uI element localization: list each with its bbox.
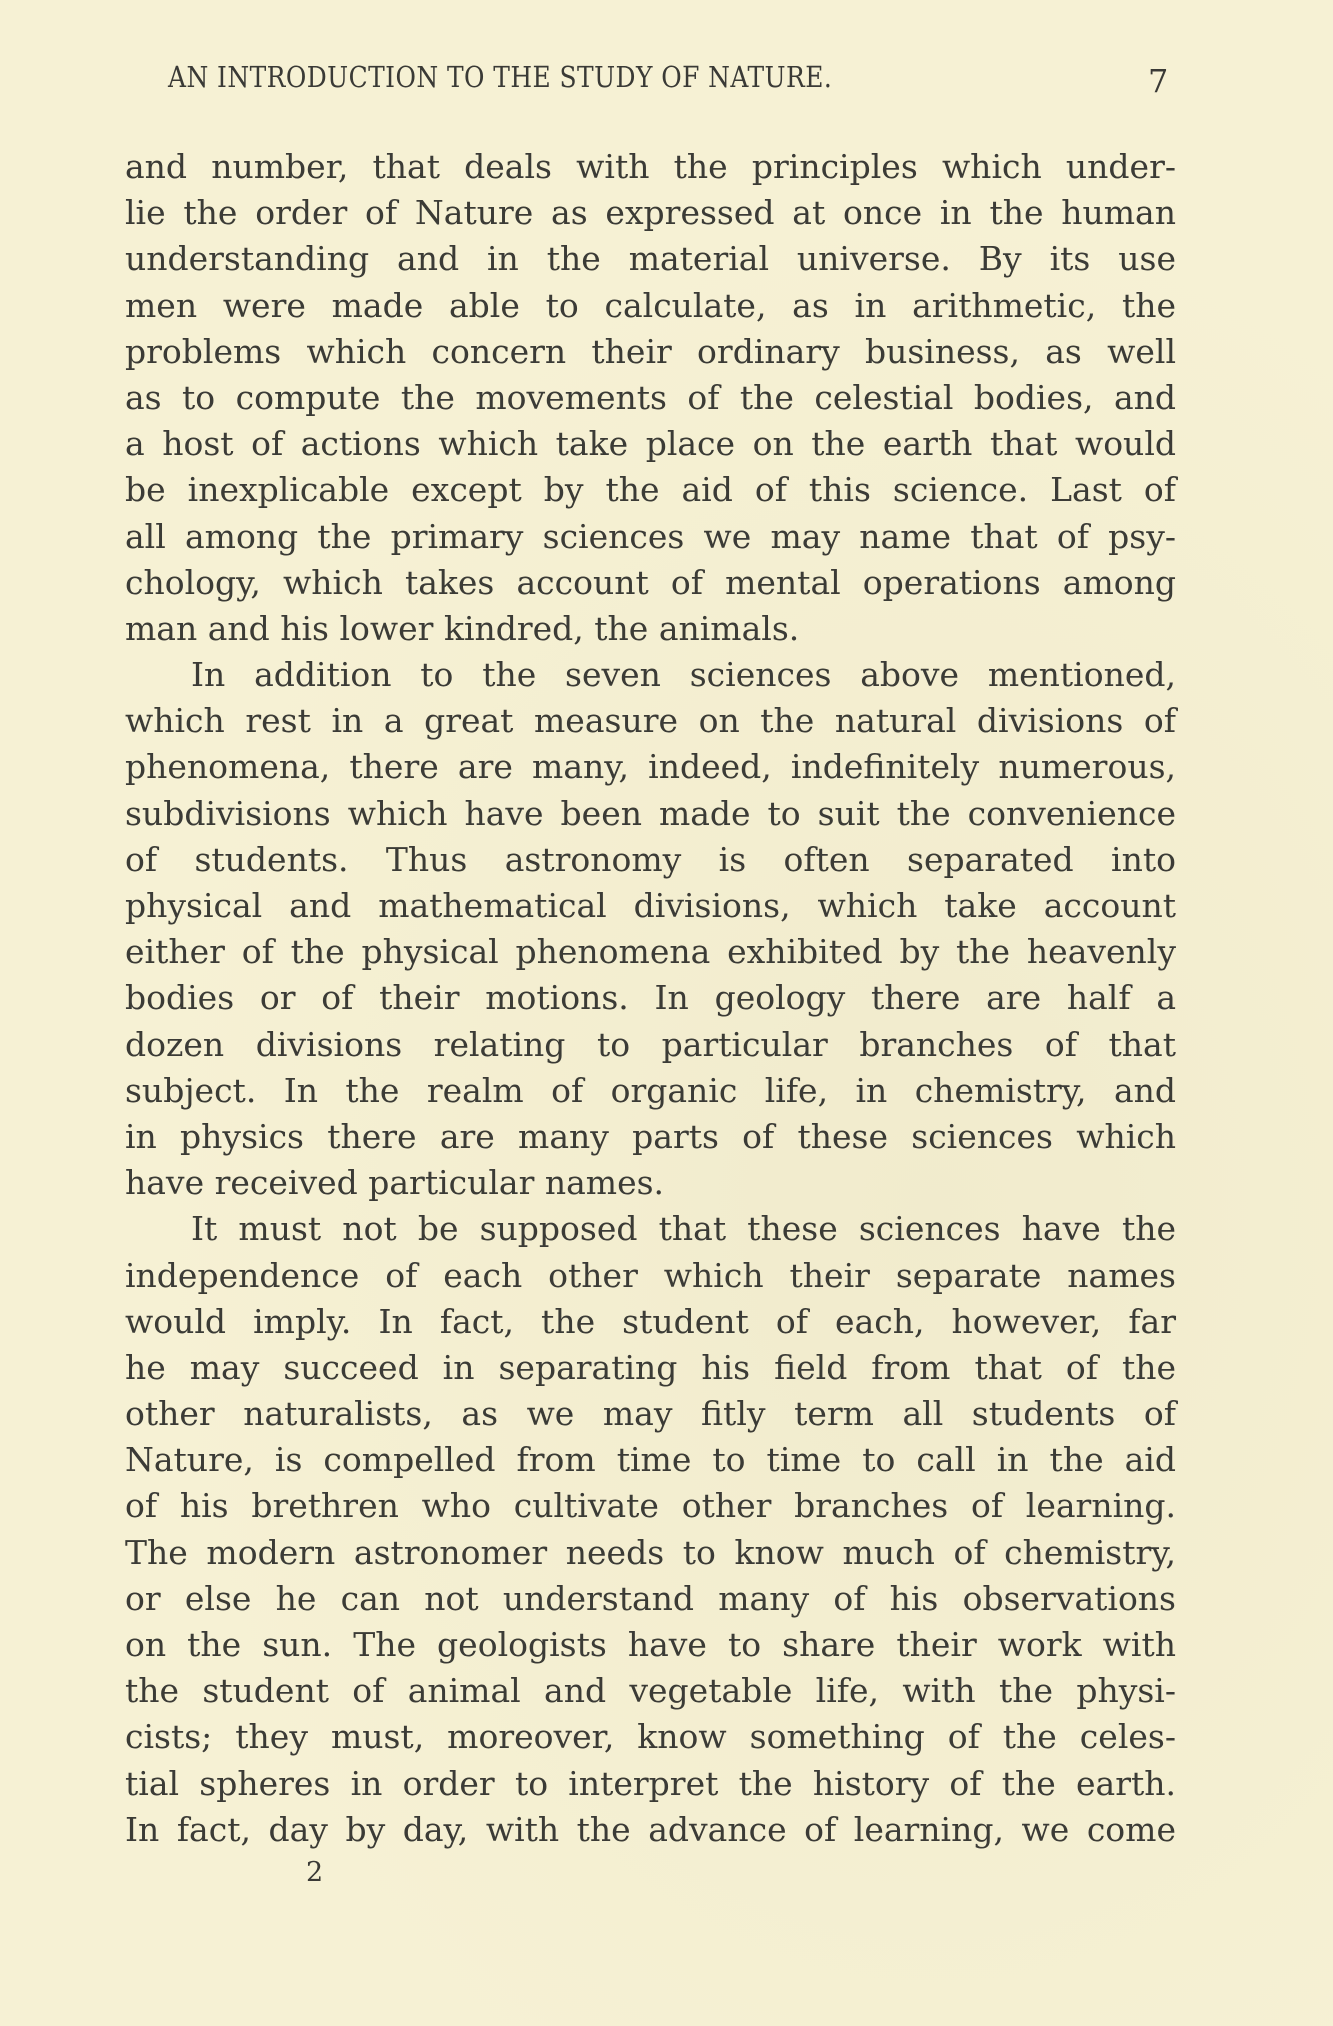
text-line: independence of each other which their separate names (125, 1255, 1176, 1295)
page-number: 7 (1148, 62, 1169, 100)
text-line: physical and mathematical divisions, which take account (125, 886, 1176, 925)
text-line: Nature, is compelled from time to time to call in the aid (125, 1440, 1176, 1480)
text-line: subdivisions which have been made to suit the convenience (125, 793, 1176, 833)
signature-mark: 2 (306, 1857, 324, 1888)
text-line: of students. Thus astronomy is often separated into (125, 839, 1176, 879)
text-line: or else he can not understand many of his observations (125, 1578, 1176, 1618)
text-line: tial spheres in order to interpret the history of the earth. (125, 1763, 1176, 1803)
text-line: lie the order of Nature as expressed at once in the human (125, 193, 1176, 233)
text-line: as to compute the movements of the celestial bodies, and (125, 377, 1176, 417)
text-line: on the sun. The geologists have to share their work with (125, 1625, 1176, 1664)
text-line: men were made able to calculate, as in arithmetic, the (125, 285, 1176, 325)
text-line: other naturalists, as we may fitly term all students of (125, 1394, 1176, 1434)
running-head-title: AN INTRODUCTION TO THE STUDY OF NATURE. (168, 60, 833, 94)
text-line: It must not be supposed that these sciences have the (191, 1209, 1176, 1249)
text-line: either of the physical phenomena exhibited by the heavenly (125, 932, 1176, 972)
text-line: the student of animal and vegetable life, with the physi- (125, 1671, 1176, 1711)
text-line: he may succeed in separating his field from that of the (125, 1347, 1176, 1387)
text-line: bodies or of their motions. In geology there are half a (125, 978, 1176, 1018)
text-line: In addition to the seven sciences above mentioned, (191, 655, 1176, 695)
text-line: in physics there are many parts of these sciences which (125, 1116, 1176, 1156)
body-text (125, 144, 1176, 1853)
text-line: would imply. In fact, the student of each, however, far (125, 1301, 1176, 1341)
text-line: a host of actions which take place on the earth that would (125, 424, 1176, 464)
text-line: which rest in a great measure on the natural divisions of (125, 701, 1176, 741)
text-line: all among the primary sciences we may name that of psy- (125, 516, 1176, 556)
text-line: dozen divisions relating to particular branches of that (125, 1024, 1176, 1064)
text-line: In fact, day by day, with the advance of learning, we come (125, 1809, 1176, 1849)
text-line: cists; they must, moreover, know something of the celes- (125, 1717, 1176, 1757)
text-line: man and his lower kindred, the animals. (125, 608, 800, 648)
text-line: of his brethren who cultivate other branches of learning. (125, 1486, 1176, 1526)
text-line: and number, that deals with the principles which under- (125, 147, 1176, 186)
paragraph (125, 652, 1176, 1206)
text-line: phenomena, there are many, indeed, indefinitely numerous, (125, 747, 1176, 787)
text-line: be inexplicable except by the aid of this science. Last of (125, 470, 1176, 510)
text-line: understanding and in the material universe. By its use (125, 239, 1176, 279)
text-line: The modern astronomer needs to know much of chemistry, (125, 1532, 1176, 1572)
paragraph (125, 144, 1176, 652)
text-line: problems which concern their ordinary business, as well (125, 331, 1176, 371)
text-line: chology, which takes account of mental operations among (125, 562, 1176, 602)
text-line: subject. In the realm of organic life, in chemistry, and (125, 1070, 1176, 1110)
text-line: have received particular names. (125, 1163, 665, 1203)
paragraph (125, 1206, 1176, 1853)
